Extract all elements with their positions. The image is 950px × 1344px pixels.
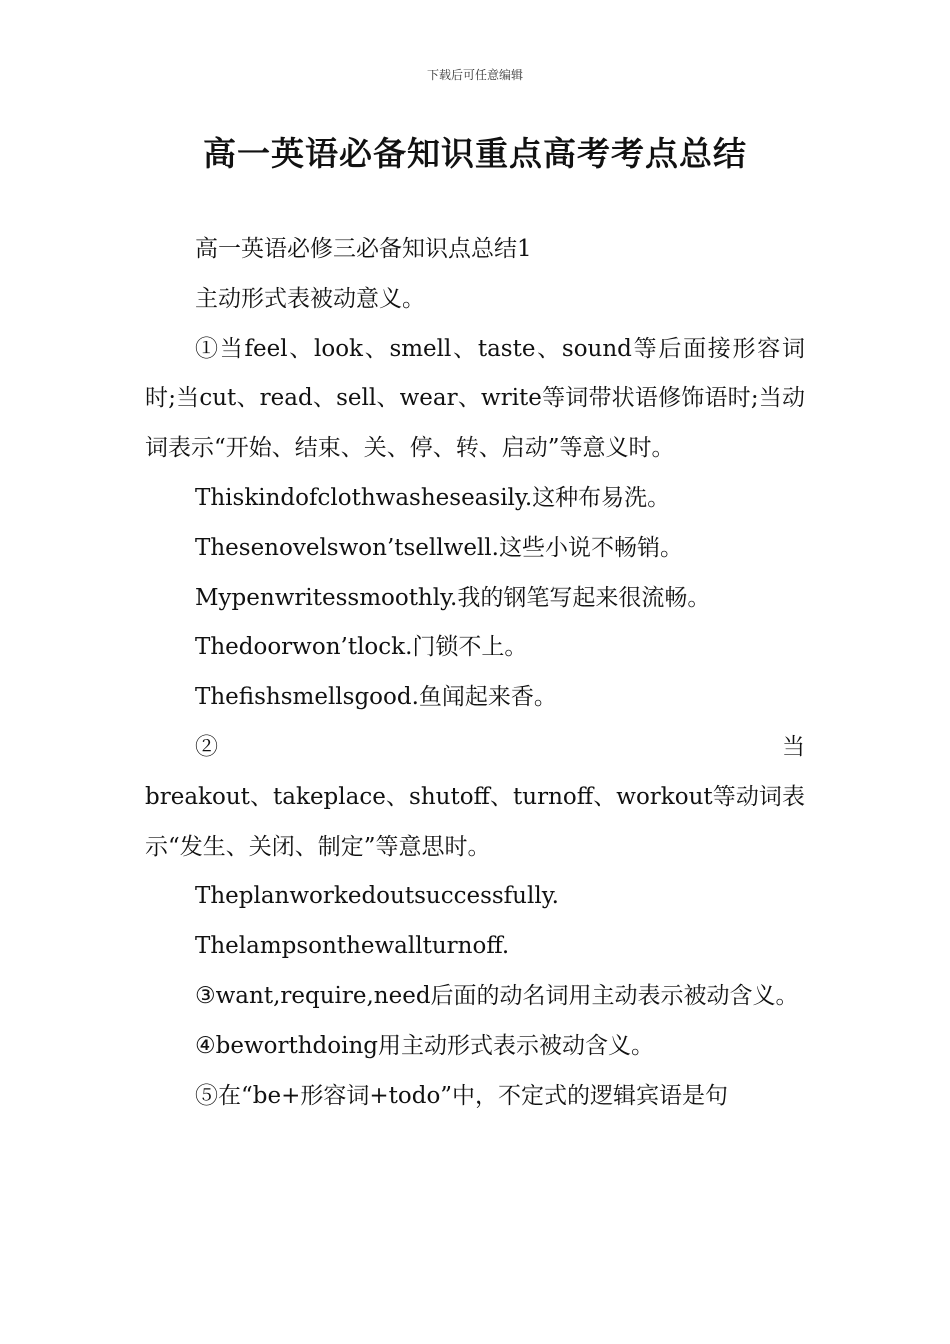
paragraph-example-2: Thesenovelswon’tsellwell.这些小说不畅销。 xyxy=(195,534,683,561)
paragraph-rule-3: ③want,require,need后面的动名词用主动表示被动含义。 xyxy=(195,982,799,1009)
paragraph-rule-4: ④beworthdoing用主动形式表示被动含义。 xyxy=(195,1032,655,1059)
paragraph-example-6: Theplanworkedoutsuccessfully. xyxy=(195,883,559,910)
paragraph-example-5: Thefishsmellsgood.鱼闻起来香。 xyxy=(195,684,557,711)
document-body xyxy=(145,225,805,1121)
paragraph-rule-1: ①当feel、look、smell、taste、sound等后面接形容词时;当cut、read、sell、wear、write等词带状语修饰语时;当动词表示“开始、结束、关、停、转、启动”等意义时。 xyxy=(145,335,805,462)
paragraph-rule-2: breakout、takeplace、shutoff、turnoff、workout等动词表示“发生、关闭、制定”等意思时。 xyxy=(145,783,805,860)
paragraph-rule-2-lead: ② 当 xyxy=(195,733,805,760)
header-note: 下载后可任意编辑 xyxy=(426,68,523,82)
document-title: 高一英语必备知识重点高考考点总结 xyxy=(203,134,747,173)
paragraph-topic: 主动形式表被动意义。 xyxy=(195,285,425,312)
paragraph-section-heading: 高一英语必修三必备知识点总结1 xyxy=(195,236,532,262)
paragraph-example-3: Mypenwritessmoothly.我的钢笔写起来很流畅。 xyxy=(195,584,711,611)
paragraph-example-1: Thiskindofclothwasheseasily.这种布易洗。 xyxy=(195,484,671,511)
paragraph-example-7: Thelampsonthewallturnoff. xyxy=(195,933,510,960)
paragraph-rule-5: ⑤在“be+形容词+todo”中，不定式的逻辑宾语是句 xyxy=(195,1082,729,1109)
paragraph-example-4: Thedoorwon’tlock.门锁不上。 xyxy=(195,634,528,661)
